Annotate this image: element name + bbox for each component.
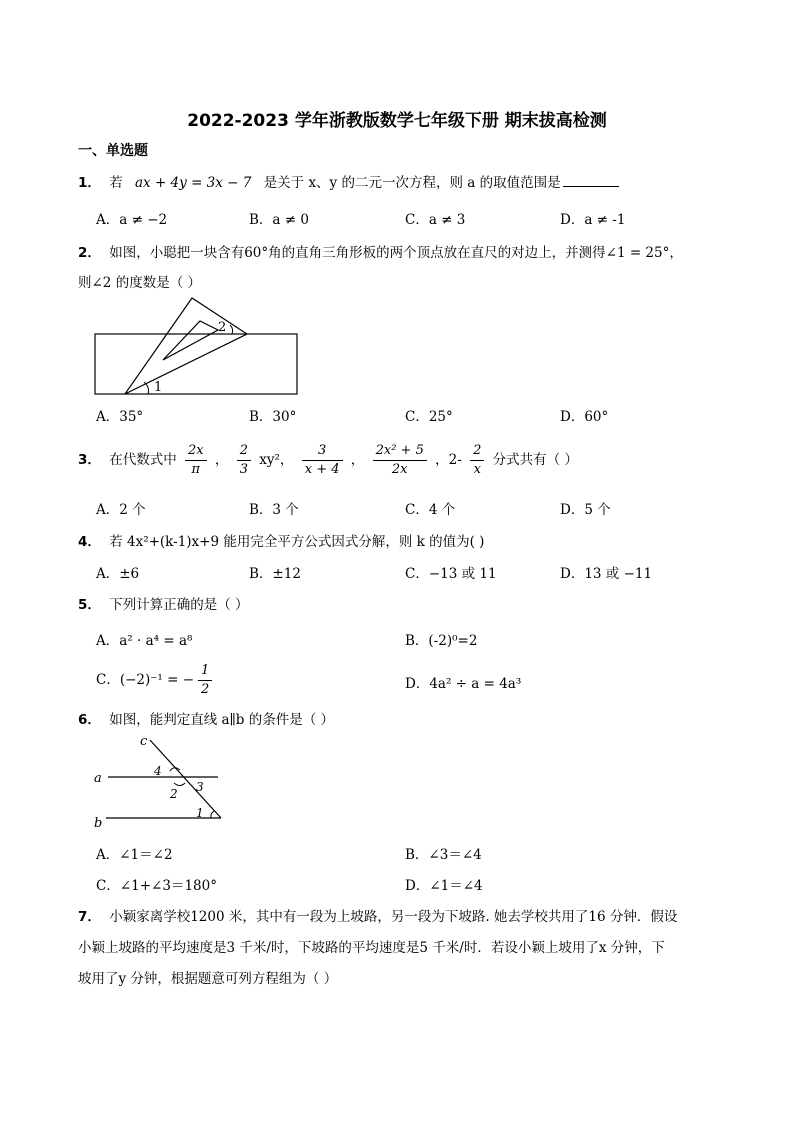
fraction: $\frac{\text{2x² + 5}}{2x}$ [373,442,427,479]
fraction: $\frac{2x}{\pi}$ [185,442,207,479]
question-text: 若 4x²+(k-1)x+9 能用完全平方公式因式分解，则 k 的值为( ) [109,534,485,550]
option-a: A．±6 [96,566,140,582]
question-1 [78,171,619,191]
question-text: 若 [109,175,123,191]
question-number: 3． [78,452,101,468]
option-b: B．∠3＝∠4 [405,847,482,863]
option-a: A．a² · a⁴ = a⁸ [96,633,193,649]
question-text: 则∠2 的度数是（ ） [78,275,201,291]
question-text: 如图，小聪把一块含有60°角的直角三角形板的两个顶点放在直尺的对边上，并测得∠1 = 25°， [109,245,683,261]
option-d: D．60° [560,409,609,425]
option-c: C．a ≠ 3 [405,212,466,228]
angle-1-label: 1 [154,380,163,395]
option-c: C．25° [405,409,453,425]
option-d: D．13 或 −11 [560,566,653,582]
angle-3-label: 3 [196,780,204,794]
question-number: 6． [78,712,101,728]
line-c [150,740,221,818]
option-a: A．35° [96,409,144,425]
question-text: 小颖家离学校1200 米，其中有一段为上坡路，另一段为下坡路. 她去学校共用了16 分钟．假设 [109,909,678,925]
option-b: B．a ≠ 0 [249,212,309,228]
option-a: A．a ≠ −2 [96,212,168,228]
question-text: 小颖上坡路的平均速度是3 千米/时，下坡路的平均速度是5 千米/时．若设小颖上坡用了x 分钟，下 [78,940,665,956]
ruler-triangle-figure [90,292,305,398]
triangle-outer [125,298,247,394]
angle-2-label: 2 [218,320,227,335]
question-4 [78,530,484,550]
angle-2-label: 2 [170,787,178,801]
option-d: D．a ≠ -1 [560,212,626,228]
question-6 [78,708,334,728]
question-text: 在代数式中 [109,452,177,468]
question-number: 2． [78,245,101,261]
answer-blank[interactable] [563,172,619,187]
question-text: 下列计算正确的是（ ） [109,597,249,613]
option-a: A．∠1＝∠2 [96,847,173,863]
option-c: C．4 个 [405,502,456,518]
fraction: $\frac{1}{2}$ [198,662,212,699]
option-d: D．∠1＝∠4 [405,878,483,894]
question-text: 坡用了y 分钟，根据题意可列方程组为（ ） [78,971,338,987]
label-b: b [94,816,103,831]
option-a: A．2 个 [96,502,146,518]
option-d: D．5 个 [560,502,611,518]
angle2-arc [230,325,233,334]
question-number: 4． [78,534,101,550]
option-b: B．(-2)⁰=2 [405,633,478,649]
option-b: B．3 个 [249,502,299,518]
option-c: C．(−2)⁻¹ = − $\frac{1}{2}$ [96,660,216,700]
angle-4-label: 4 [154,764,162,778]
section-heading: 一、单选题 [78,143,148,159]
question-2 [78,241,683,261]
label-a: a [94,771,102,786]
question-text: 如图，能判定直线 a∥b 的条件是（ ） [109,712,335,728]
label-c: c [140,734,148,749]
fraction: $\frac{2}{3}$ [237,442,251,479]
question-3: 3． 在代数式中 $\frac{2x}{\pi}$ ， $\frac{2}{3}$ xy²， $\frac{3}{x + 4}$ ， $\frac{\text{2x² + 5}}{2x}$ ，2- $\frac{2}{x}$ 分式共有（ ） [78,443,578,477]
page-title: 2022-2023 学年浙教版数学七年级下册 期末拔高检测 [187,111,607,131]
option-b: B．±12 [249,566,301,582]
question-7 [78,905,677,925]
ruler-shape [95,334,297,394]
option-b: B．30° [249,409,297,425]
fraction: $\frac{3}{x + 4}$ [302,442,343,479]
question-number: 5． [78,597,101,613]
angle1-arc [211,811,214,818]
angle23-arc [174,783,185,786]
question-5 [78,593,249,613]
question-text: 分式共有（ ） [492,452,578,468]
fraction: $\frac{2}{x}$ [470,442,484,479]
angle-1-label: 1 [196,806,204,820]
question-number: 1． [78,175,101,191]
parallel-lines-figure [88,732,228,832]
option-c: C．−13 或 11 [405,566,497,582]
question-number: 7． [78,909,101,925]
option-d: D．4a² ÷ a = 4a³ [405,676,522,692]
equation: ax + 4y = 3x − 7 [135,175,252,191]
option-c: C．∠1+∠3＝180° [96,878,217,894]
question-text: 是关于 x、y 的二元一次方程，则 a 的取值范围是 [263,175,561,191]
